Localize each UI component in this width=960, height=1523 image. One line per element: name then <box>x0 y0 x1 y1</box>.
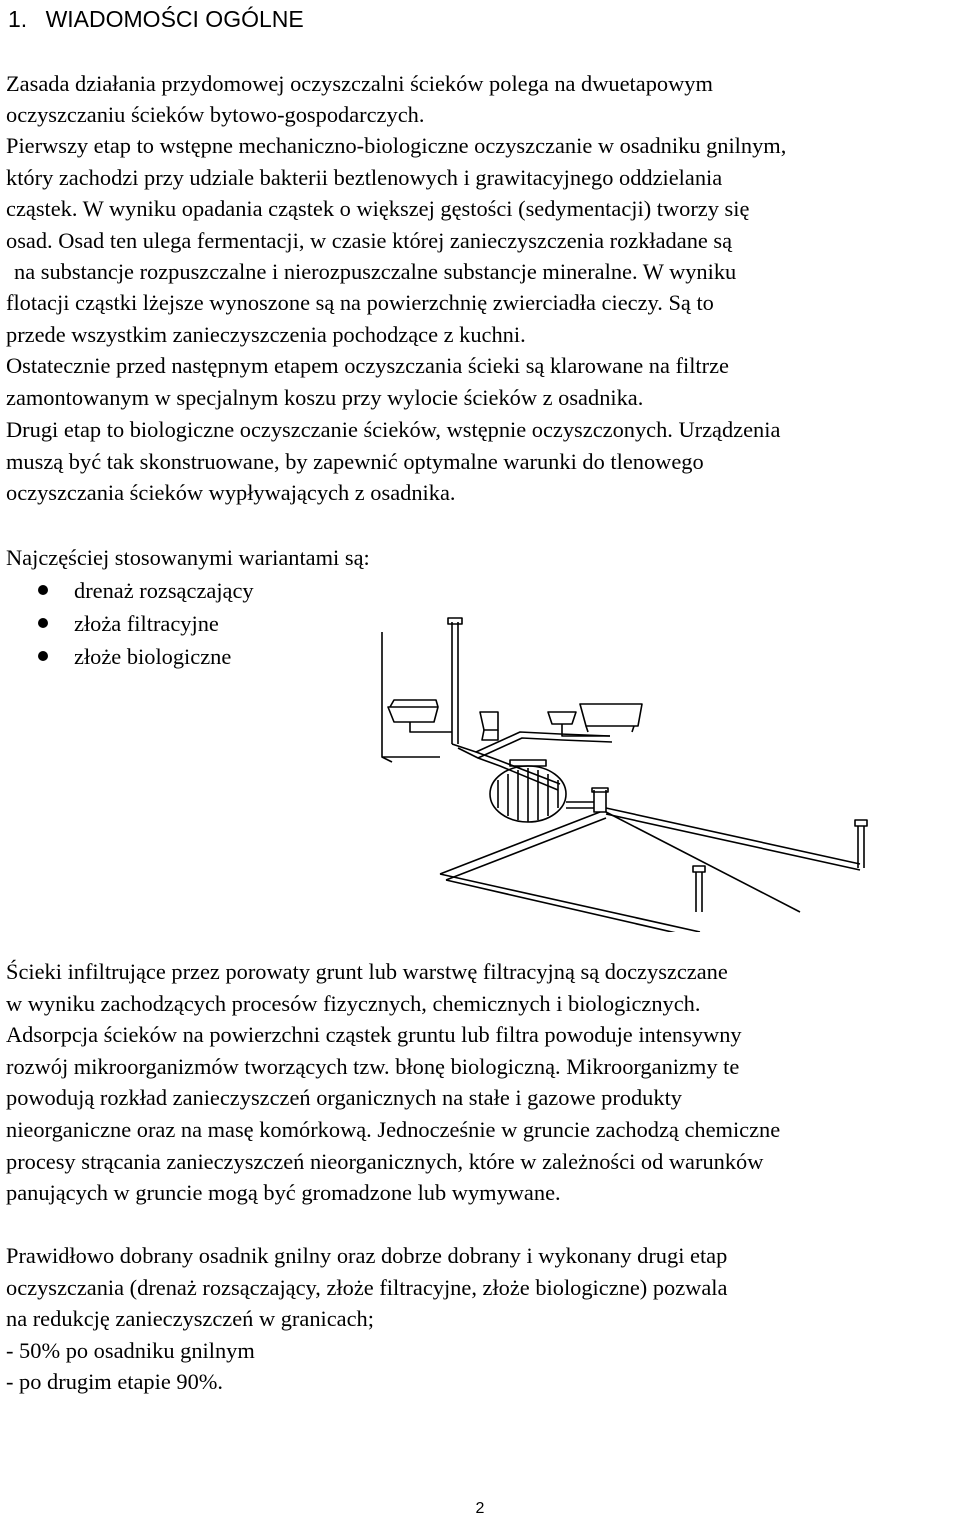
text-line: Zasada działania przydomowej oczyszczalni ścieków polega na dwuetapowym <box>6 71 713 96</box>
text-line: oczyszczaniu ścieków bytowo-gospodarczych. <box>6 102 425 127</box>
bullet-icon <box>38 651 48 661</box>
list-item: drenaż rozsączający <box>38 577 254 605</box>
text-line: - po drugim etapie 90%. <box>6 1369 224 1394</box>
text-line: na redukcję zanieczyszczeń w granicach; <box>6 1306 374 1331</box>
text-line: powodują rozkład zanieczyszczeń organicznych na stałe i gazowe produkty <box>6 1085 682 1110</box>
text-line: oczyszczania (drenaż rozsączający, złoże filtracyjne, złoże biologiczne) pozwala <box>6 1275 728 1300</box>
text-line: muszą być tak skonstruowane, by zapewnić optymalne warunki do tlenowego <box>6 449 704 474</box>
text-line: osad. Osad ten ulega fermentacji, w czasie której zanieczyszczenia rozkładane są <box>6 228 733 253</box>
text-line: procesy strącania zanieczyszczeń nieorganicznych, które w zależności od warunków <box>6 1149 764 1174</box>
section-heading <box>8 4 304 34</box>
section-title: WIADOMOŚCI OGÓLNE <box>45 6 304 32</box>
text-line: który zachodzi przy udziale bakterii beztlenowych i grawitacyjnego oddzielania <box>6 165 723 190</box>
text-line: flotacji cząstki lżejsze wynoszone są na powierzchnię zwierciadła cieczy. Są to <box>6 290 714 315</box>
list-item: złoża filtracyjne <box>38 610 219 638</box>
list-item: złoże biologiczne <box>38 643 231 671</box>
bullet-icon <box>38 585 48 595</box>
text-line: Drugi etap to biologiczne oczyszczanie ścieków, wstępnie oczyszczonych. Urządzenia <box>6 417 781 442</box>
text-line: w wyniku zachodzących procesów fizycznych, chemicznych i biologicznych. <box>6 991 701 1016</box>
section-number: 1. <box>8 6 28 32</box>
text-line: Adsorpcja ścieków na powierzchni cząstek gruntu lub filtra powoduje intensywny <box>6 1022 742 1047</box>
text-line: Pierwszy etap to wstępne mechaniczno-biologiczne oczyszczanie w osadniku gnilnym, <box>6 133 787 158</box>
text-line: cząstek. W wyniku opadania cząstek o większej gęstości (sedymentacji) tworzy się <box>6 196 750 221</box>
treatment-plant-diagram <box>380 612 900 932</box>
text-line: rozwój mikroorganizmów tworzących tzw. błonę biologiczną. Mikroorganizmy te <box>6 1054 740 1079</box>
text-line: - 50% po osadniku gnilnym <box>6 1338 255 1363</box>
text-line: Ostatecznie przed następnym etapem oczyszczania ścieki są klarowane na filtrze <box>6 353 729 378</box>
variants-intro: Najczęściej stosowanymi wariantami są: <box>6 545 370 570</box>
text-line: przede wszystkim zanieczyszczenia pochodzące z kuchni. <box>6 322 526 347</box>
text-line: nieorganiczne oraz na masę komórkową. Jednocześnie w gruncie zachodzą chemiczne <box>6 1117 781 1142</box>
text-line: panujących w gruncie mogą być gromadzone lub wymywane. <box>6 1180 561 1205</box>
text-line: oczyszczania ścieków wypływających z osadnika. <box>6 480 456 505</box>
page-number: 2 <box>475 1500 485 1517</box>
text-line: na substancje rozpuszczalne i nierozpuszczalne substancje mineralne. W wyniku <box>14 259 737 284</box>
text-line: Prawidłowo dobrany osadnik gnilny oraz dobrze dobrany i wykonany drugi etap <box>6 1243 728 1268</box>
text-line: Ścieki infiltrujące przez porowaty grunt lub warstwę filtracyjną są doczyszczane <box>6 959 728 984</box>
bullet-icon <box>38 618 48 628</box>
text-line: zamontowanym w specjalnym koszu przy wylocie ścieków z osadnika. <box>6 385 644 410</box>
